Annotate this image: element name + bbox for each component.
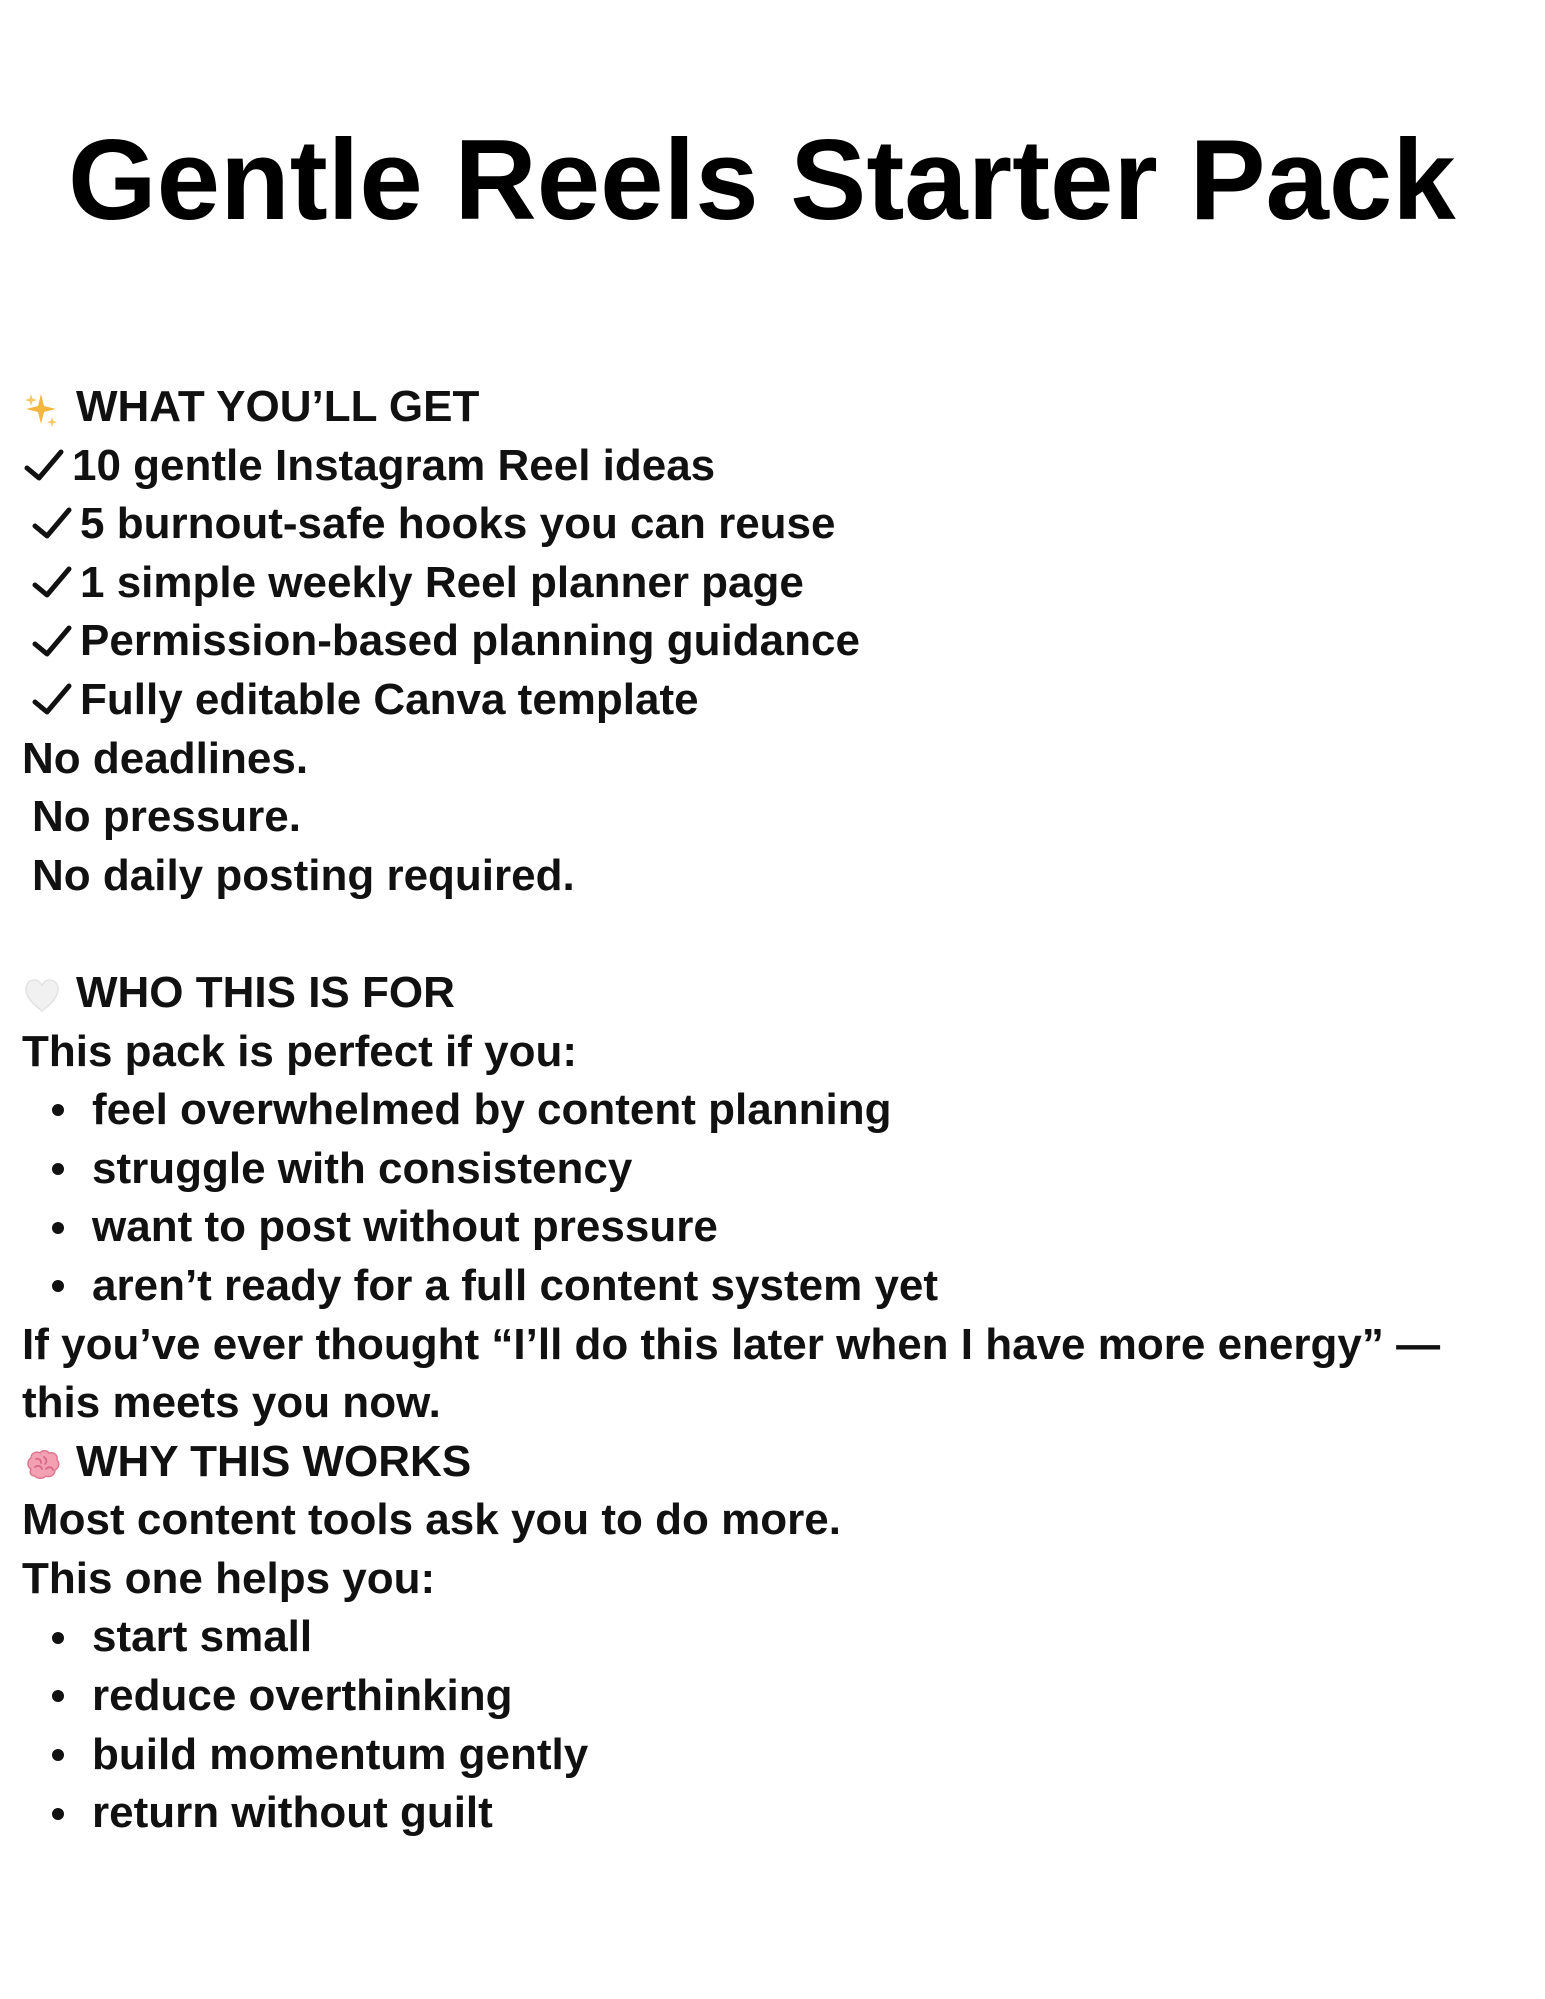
feature-item-text: 1 simple weekly Reel planner page xyxy=(80,557,804,607)
note-line: No deadlines. xyxy=(22,733,309,783)
feature-item xyxy=(22,554,1512,613)
why-this-works-heading-text: WHY THIS WORKS xyxy=(76,1436,472,1486)
check-icon xyxy=(30,678,74,722)
who-this-is-for-heading xyxy=(22,964,1512,1023)
check-icon xyxy=(30,620,74,664)
feature-item-text: Fully editable Canva template xyxy=(80,674,699,724)
list-item-text: struggle with consistency xyxy=(92,1143,633,1193)
list-item xyxy=(22,1140,1512,1199)
feature-item-text: 5 burnout-safe hooks you can reuse xyxy=(80,499,836,549)
list-item-text: reduce overthinking xyxy=(92,1671,513,1721)
content-body xyxy=(22,378,1512,1843)
list-item xyxy=(22,1667,1512,1726)
list-item xyxy=(22,1081,1512,1140)
why-intro-line: Most content tools ask you to do more. xyxy=(22,1495,841,1545)
why-intro-line: This one helps you: xyxy=(22,1553,436,1603)
list-item xyxy=(22,1784,1512,1843)
list-item xyxy=(22,1608,1512,1667)
who-intro: This pack is perfect if you: xyxy=(22,1026,578,1076)
list-item xyxy=(22,1198,1512,1257)
feature-item-text: Permission-based planning guidance xyxy=(80,616,860,666)
bullet-icon xyxy=(52,1690,64,1702)
who-this-is-for-heading-text: WHO THIS IS FOR xyxy=(76,967,455,1017)
list-item-text: aren’t ready for a full content system yet xyxy=(92,1260,939,1310)
list-item-text: start small xyxy=(92,1612,313,1662)
closing-paragraph: If you’ve ever thought “I’ll do this later when I have more energy” — this meets you now. xyxy=(22,1319,1441,1428)
section-spacer xyxy=(22,905,1512,964)
list-item xyxy=(22,1257,1512,1316)
page-title: Gentle Reels Starter Pack xyxy=(68,117,1456,244)
bullet-icon xyxy=(52,1749,64,1761)
list-item-text: feel overwhelmed by content planning xyxy=(92,1085,892,1135)
list-item-text: want to post without pressure xyxy=(92,1202,718,1252)
feature-item-text: 10 gentle Instagram Reel ideas xyxy=(72,440,716,490)
bullet-icon xyxy=(52,1163,64,1175)
audience-list xyxy=(22,1081,1512,1315)
sparkles-icon xyxy=(22,387,62,427)
bullet-icon xyxy=(52,1104,64,1116)
bullet-icon xyxy=(52,1632,64,1644)
bullet-icon xyxy=(52,1808,64,1820)
bullet-icon xyxy=(52,1280,64,1292)
feature-item xyxy=(22,612,1512,671)
note-line: No pressure. xyxy=(32,792,301,842)
check-icon xyxy=(22,444,66,488)
check-icon xyxy=(30,561,74,605)
note-line: No daily posting required. xyxy=(32,850,575,900)
list-item xyxy=(22,1726,1512,1785)
why-this-works-heading xyxy=(22,1433,1512,1492)
feature-item xyxy=(22,671,1512,730)
benefits-list xyxy=(22,1608,1512,1842)
feature-item xyxy=(22,495,1512,554)
list-item-text: build momentum gently xyxy=(92,1729,589,1779)
what-you-get-heading xyxy=(22,378,1512,437)
feature-item xyxy=(22,437,1512,496)
check-icon xyxy=(30,502,74,546)
brain-icon xyxy=(22,1442,62,1482)
list-item-text: return without guilt xyxy=(92,1788,493,1838)
white-heart-icon xyxy=(22,973,62,1013)
bullet-icon xyxy=(52,1222,64,1234)
what-you-get-heading-text: WHAT YOU’LL GET xyxy=(76,382,480,431)
